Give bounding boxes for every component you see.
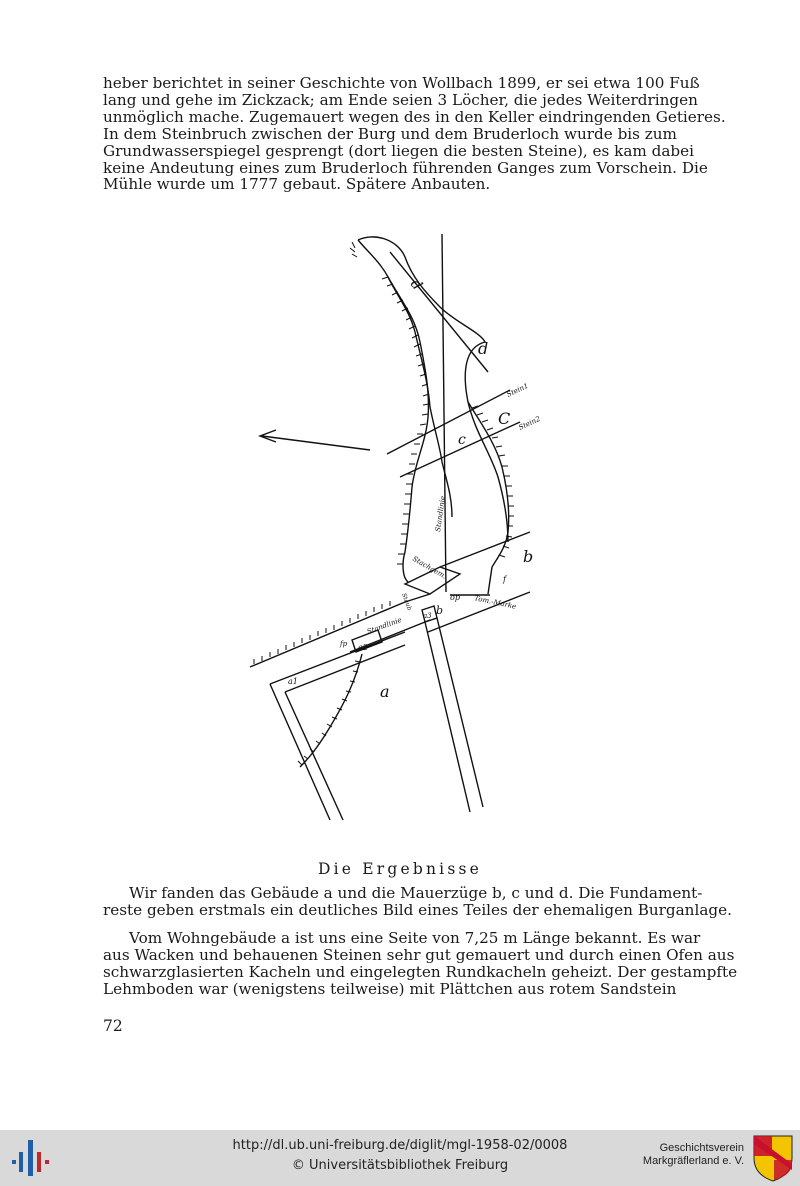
text-line: schwarzglasierten Kacheln und eingelegten Rundkacheln geheizt. Der gestampfte	[103, 962, 738, 981]
text-line: Grundwasserspiegel gesprengt (dort liegen die besten Steine), es kam dabei	[103, 141, 694, 160]
text-line: aus Wacken und behauenen Steinen sehr gut gemauert und durch einen Ofen aus	[103, 945, 735, 964]
wall-b-line-1	[440, 532, 530, 567]
label-staub: Staub	[400, 592, 413, 612]
society-name	[643, 1142, 744, 1168]
label-c-inner: c	[458, 432, 466, 448]
building-a-outer-wall	[270, 632, 405, 820]
library-logo-icon[interactable]	[10, 1138, 52, 1178]
label-stein2: Stein2	[517, 414, 542, 432]
label-a1: a1	[288, 677, 298, 686]
survey-line-stein1	[387, 390, 510, 454]
text-line: lang und gehe im Zickzack; am Ende seien 3 Löcher, die jedes Weiterdringen	[103, 90, 698, 109]
paragraph-dwelling	[103, 929, 738, 998]
direction-arrow-line	[262, 436, 370, 450]
wall-inner-hatched	[300, 654, 362, 767]
page-number: 72	[103, 1017, 123, 1035]
label-markt: Tom.-Marke	[473, 594, 517, 611]
label-b-inner: b	[436, 604, 444, 617]
survey-line-vertical	[442, 234, 446, 592]
text-line: heber berichtet in seiner Geschichte von Wollbach 1899, er sei etwa 100 Fuß	[103, 74, 700, 92]
label-stachgem: Stachgem.	[411, 554, 448, 581]
text-line: Wir fanden das Gebäude a und die Mauerzüge b, c und d. Die Fundament-	[129, 884, 703, 902]
label-op: op	[450, 593, 460, 602]
section-heading: Die Ergebnisse	[317, 860, 483, 878]
text-line: Lehmboden war (wenigstens teilweise) mit Plättchen aus rotem Sandstein	[103, 979, 677, 998]
site-plan-figure	[240, 222, 560, 827]
label-c-outer: C	[498, 409, 511, 428]
copyright-notice: © Universitätsbibliothek Freiburg	[291, 1158, 509, 1173]
building-a-right-wall	[425, 618, 483, 812]
label-d-inner: d	[406, 276, 425, 294]
label-a: a	[380, 682, 390, 701]
label-stein1: Stein1	[505, 381, 530, 399]
permalink-url[interactable]: http://dl.ub.uni-freiburg.de/diglit/mgl-1958-02/0008	[232, 1138, 568, 1153]
viewer-footer	[0, 1130, 800, 1186]
label-a2: a2	[358, 643, 368, 652]
society-line-2: Markgräflerland e. V.	[642, 1155, 744, 1167]
wall-left-hatched	[388, 277, 428, 582]
text-line: unmöglich mache. Zugemauert wegen des in den Keller eindringenden Getieres.	[103, 107, 726, 126]
wall-d-outline	[358, 237, 511, 542]
coat-of-arms-icon	[752, 1134, 794, 1182]
wall-inner-hatch-ticks	[298, 661, 360, 765]
text-line: Vom Wohngebäude a ist uns eine Seite von 7,25 m Länge bekannt. Es war	[129, 929, 701, 947]
label-b-outer: b	[523, 547, 534, 566]
wall-top-hatch-ticks	[350, 242, 357, 257]
wall-left-hatch-ticks	[382, 277, 429, 564]
society-line-1: Geschichtsverein	[659, 1142, 744, 1154]
text-line: Mühle wurde um 1777 gebaut. Spätere Anbauten.	[103, 175, 491, 194]
label-a3: a3	[423, 612, 432, 620]
label-standlinie-1: Standlinie	[434, 495, 448, 533]
label-f: f	[503, 575, 506, 584]
label-d-outer: d	[478, 339, 489, 358]
label-standlinie-2: Standlinie	[365, 616, 403, 636]
intro-paragraph	[103, 74, 726, 194]
text-line: In dem Steinbruch zwischen der Burg und dem Bruderloch wurde bis zum	[103, 124, 677, 143]
label-fp: fp	[340, 640, 348, 648]
paragraph-findings	[103, 884, 732, 919]
text-line: keine Andeutung eines zum Bruderloch führenden Ganges zum Vorschein. Die	[103, 158, 708, 177]
text-line: reste geben erstmals ein deutliches Bild eines Teiles der ehemaligen Burganlage.	[103, 900, 732, 919]
survey-line-diagonal-d	[390, 252, 488, 372]
wall-b-stub	[488, 567, 492, 594]
